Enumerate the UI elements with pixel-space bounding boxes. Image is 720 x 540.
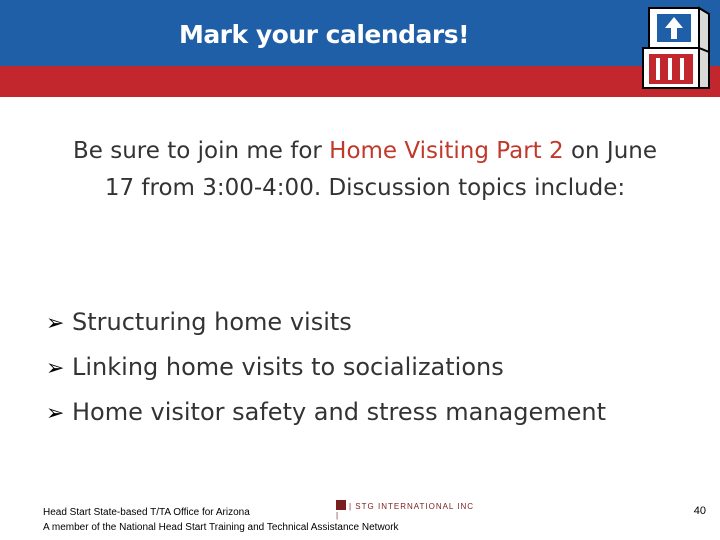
list-item-label: Linking home visits to socializations [72, 353, 504, 381]
intro-text-start: Be sure to join me for [73, 138, 330, 164]
page-number: 40 [693, 505, 706, 517]
list-item-label: Home visitor safety and stress management [72, 398, 607, 426]
intro-text-end: on June 17 from 3:00-4:00. Discussion topics include: [104, 138, 657, 201]
footer-line-2: A member of the National Head Start Training and Technical Assistance Network [43, 522, 399, 533]
stg-logo [336, 500, 476, 520]
list-item [46, 345, 696, 390]
head-start-blocks-logo-icon [637, 4, 715, 92]
arrow-bullet-icon: ➢ [46, 356, 65, 381]
slide-title: Mark your calendars! [178, 20, 470, 49]
list-item [46, 390, 696, 435]
slide-header [0, 0, 720, 97]
arrow-bullet-icon: ➢ [46, 311, 65, 336]
intro-highlight: Home Visiting Part 2 [329, 138, 564, 164]
stg-logo-text: | STG INTERNATIONAL INC | [336, 502, 475, 520]
topic-list [46, 300, 696, 435]
intro-paragraph [60, 133, 670, 207]
list-item [46, 300, 696, 345]
stg-mark-icon [336, 500, 346, 510]
list-item-label: Structuring home visits [72, 308, 352, 336]
header-red-band [0, 66, 720, 97]
arrow-bullet-icon: ➢ [46, 401, 65, 426]
footer-line-1: Head Start State-based T/TA Office for Arizona [43, 507, 250, 518]
